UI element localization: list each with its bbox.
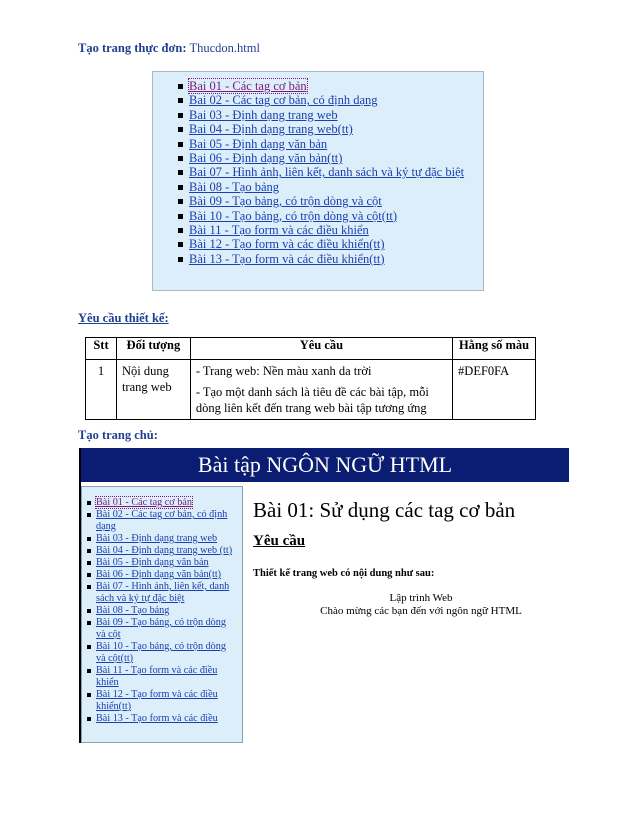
bullet-icon — [87, 561, 91, 565]
home-page-preview — [79, 448, 569, 743]
page-banner: Bài tập NGÔN NGỮ HTML — [81, 448, 569, 482]
header-object: Đối tượng — [116, 338, 190, 360]
bullet-icon — [87, 501, 91, 505]
menu-link[interactable]: Bai 07 - Hình ảnh, liên kết, danh sách và ký tự đặc biệt — [189, 165, 465, 180]
sidebar-link[interactable]: Bài 07 - Hình ảnh, liên kết, danh sách và ký tự đặc biệt — [96, 581, 230, 604]
header-stt: Stt — [86, 338, 117, 360]
list-item — [189, 209, 464, 223]
menu-link[interactable]: Bai 03 - Định dạng trang web — [189, 107, 338, 122]
design-requirements-heading: Yêu cầu thiết kế: — [78, 311, 169, 325]
requirement-line-2: - Tạo một danh sách là tiêu đề các bài tập, mỗi dòng liên kết đến trang web bài tập tương ứng — [195, 385, 429, 415]
content-title: Bài 01: Sử dụng các tag cơ bản — [253, 498, 516, 522]
sidebar-item — [96, 557, 238, 569]
sidebar-item — [96, 497, 238, 509]
content-line-2: Chào mừng các bạn đến với ngôn ngữ HTML — [320, 605, 522, 617]
menu-link[interactable]: Bai 05 - Định dạng văn bản — [189, 136, 328, 151]
menu-link[interactable]: Bài 12 - Tạo form và các điều khiển(tt) — [189, 237, 385, 252]
bullet-icon — [87, 585, 91, 589]
requirement-line-1: - Trang web: Nền màu xanh da trời — [195, 364, 372, 378]
list-item — [189, 93, 464, 107]
menu-link[interactable]: Bai 04 - Định dạng trang web(tt) — [189, 122, 353, 137]
bullet-icon — [178, 127, 183, 132]
list-item — [189, 180, 464, 194]
sidebar-item — [96, 569, 238, 581]
bullet-icon — [87, 549, 91, 553]
menu-link[interactable]: Bài 08 - Tạo bảng — [189, 179, 280, 194]
cell-requirement — [190, 360, 452, 420]
menu-link[interactable]: Bai 01 - Các tag cơ bản — [189, 79, 307, 93]
menu-link[interactable]: Bai 02 - Các tag cơ bản, có định dạng — [189, 93, 378, 108]
bullet-icon — [87, 609, 91, 613]
bullet-icon — [87, 621, 91, 625]
cell-color: #DEF0FA — [453, 360, 536, 420]
menu-file-name: Thucdon.html — [189, 41, 260, 55]
sidebar-item — [96, 605, 238, 617]
cell-stt: 1 — [86, 360, 117, 420]
sidebar-item — [96, 545, 238, 557]
list-item — [189, 237, 464, 251]
menu-link[interactable]: Bài 10 - Tạo bảng, có trộn dòng và cột(tt) — [189, 208, 398, 223]
sidebar-link[interactable]: Bài 03 - Định dạng trang web — [96, 533, 218, 544]
bullet-icon — [87, 717, 91, 721]
sidebar-link[interactable]: Bài 01 - Các tag cơ bản — [96, 497, 192, 508]
list-item — [189, 252, 464, 266]
list-item — [189, 108, 464, 122]
sidebar-item — [96, 533, 238, 545]
menu-list — [189, 79, 464, 266]
content-description: Thiết kế trang web có nội dung như sau: — [253, 568, 435, 579]
home-page-heading: Tạo trang chủ: — [78, 428, 158, 442]
header-color-constant: Hằng số màu — [453, 338, 536, 360]
sidebar-link[interactable]: Bài 05 - Định dạng văn bản — [96, 557, 209, 568]
bullet-icon — [178, 84, 183, 89]
sidebar-item — [96, 641, 238, 665]
sidebar-menu — [81, 486, 243, 743]
sidebar-item — [96, 617, 238, 641]
list-item — [189, 151, 464, 165]
menu-link[interactable]: Bài 09 - Tạo bảng, có trộn dòng và cột — [189, 194, 382, 209]
bullet-icon — [87, 693, 91, 697]
list-item — [189, 223, 464, 237]
bullet-icon — [178, 98, 183, 103]
list-item — [189, 79, 464, 93]
bullet-icon — [178, 242, 183, 247]
list-item — [189, 122, 464, 136]
bullet-icon — [178, 142, 183, 147]
list-item — [189, 137, 464, 151]
sidebar-link[interactable]: Bài 09 - Tạo bảng, có trộn dòng và cột — [96, 617, 226, 640]
sidebar-link[interactable]: Bài 04 - Định dạng trang web (tt) — [96, 545, 233, 556]
sidebar-link[interactable]: Bài 11 - Tạo form và các điều khiển — [96, 665, 218, 688]
sidebar-link[interactable]: Bài 06 - Định dạng văn bản(tt) — [96, 569, 222, 580]
sidebar-item — [96, 509, 238, 533]
bullet-icon — [178, 257, 183, 262]
sidebar-link[interactable]: Bài 10 - Tạo bảng, có trộn dòng và cột(tt) — [96, 641, 226, 664]
bullet-icon — [87, 573, 91, 577]
bullet-icon — [178, 228, 183, 233]
sidebar-item — [96, 713, 238, 725]
menu-link[interactable]: Bài 13 - Tạo form và các điều khiển(tt) — [189, 251, 385, 266]
bullet-icon — [87, 669, 91, 673]
bullet-icon — [87, 537, 91, 541]
bullet-icon — [178, 113, 183, 118]
sidebar-item — [96, 581, 238, 605]
sidebar-item — [96, 665, 238, 689]
menu-page-label: Tạo trang thực đơn: — [78, 41, 187, 55]
sidebar-link[interactable]: Bài 08 - Tạo bảng — [96, 605, 170, 616]
content-subtitle: Yêu cầu — [253, 533, 306, 549]
cell-object: Nội dung trang web — [116, 360, 190, 420]
sidebar-link[interactable]: Bài 02 - Các tag cơ bản, có định dạng — [96, 509, 228, 532]
bullet-icon — [178, 170, 183, 175]
menu-preview — [152, 71, 484, 291]
menu-page-heading — [78, 41, 260, 56]
requirements-table — [85, 337, 536, 420]
menu-link[interactable]: Bai 06 - Định dạng văn bản(tt) — [189, 150, 343, 165]
bullet-icon — [178, 199, 183, 204]
sidebar-link[interactable]: Bài 12 - Tạo form và các điều khiển(tt) — [96, 689, 218, 712]
sidebar-link[interactable]: Bài 13 - Tạo form và các điều — [96, 713, 218, 724]
table-row — [86, 360, 536, 420]
sidebar-list — [96, 497, 238, 725]
bullet-icon — [87, 513, 91, 517]
list-item — [189, 165, 464, 179]
table-header-row — [86, 338, 536, 360]
bullet-icon — [87, 645, 91, 649]
list-item — [189, 194, 464, 208]
bullet-icon — [178, 214, 183, 219]
bullet-icon — [178, 185, 183, 190]
header-requirement: Yêu cầu — [190, 338, 452, 360]
bullet-icon — [178, 156, 183, 161]
menu-link[interactable]: Bài 11 - Tạo form và các điều khiển — [189, 222, 369, 237]
sidebar-item — [96, 689, 238, 713]
content-line-1: Lập trình Web — [389, 592, 453, 604]
